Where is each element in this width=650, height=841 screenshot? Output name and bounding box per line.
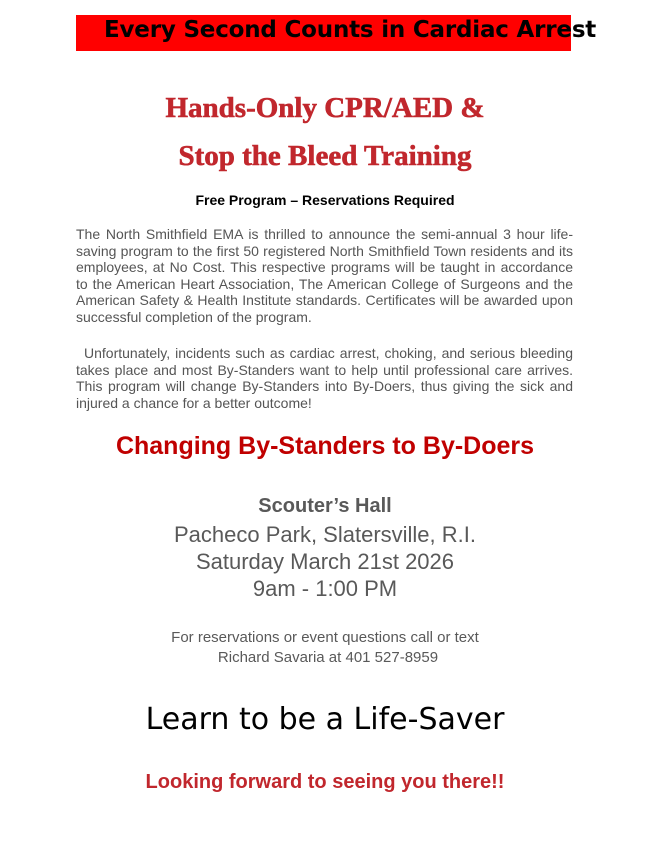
contact-line-2: Richard Savaria at 401 527-8959 bbox=[217, 649, 439, 666]
event-time: 9am - 1:00 PM bbox=[252, 576, 398, 601]
banner-text: Every Second Counts in Cardiac Arrest bbox=[104, 17, 597, 43]
event-location: Pacheco Park, Slatersville, R.I. bbox=[173, 522, 476, 547]
header-banner bbox=[76, 15, 597, 51]
event-date: Saturday March 21st 2026 bbox=[195, 549, 455, 574]
title-line-1: Hands-Only CPR/AED & bbox=[165, 92, 485, 124]
slogan-heading: Changing By-Standers to By-Doers bbox=[115, 432, 535, 460]
tagline: Learn to be a Life-Saver bbox=[145, 702, 505, 737]
title-line-2: Stop the Bleed Training bbox=[178, 140, 472, 172]
intro-paragraph: The North Smithfield EMA is thrilled to announce the semi-annual 3 hour life-saving program to the first 50 registered North Smithfield Town residents and its employees, at No Cost. This respective programs will be taught in accordance to the American Heart Association, The American College of Surgeons and the American Safety & Health Institute standards. Certificates will be awarded upon successful completion of the program. bbox=[76, 226, 573, 325]
contact-line-1: For reservations or event questions call or text bbox=[171, 629, 479, 646]
subtitle: Free Program – Reservations Required bbox=[195, 192, 455, 208]
closing-text: Looking forward to seeing you there!! bbox=[145, 771, 505, 793]
event-venue: Scouter’s Hall bbox=[258, 495, 392, 517]
purpose-paragraph: Unfortunately, incidents such as cardiac arrest, choking, and serious bleeding takes place and most By-Standers want to help until professional care arrives. This program will change By-Standers into By-Doers, thus giving the sick and injured a chance for a better outcome! bbox=[76, 345, 573, 411]
